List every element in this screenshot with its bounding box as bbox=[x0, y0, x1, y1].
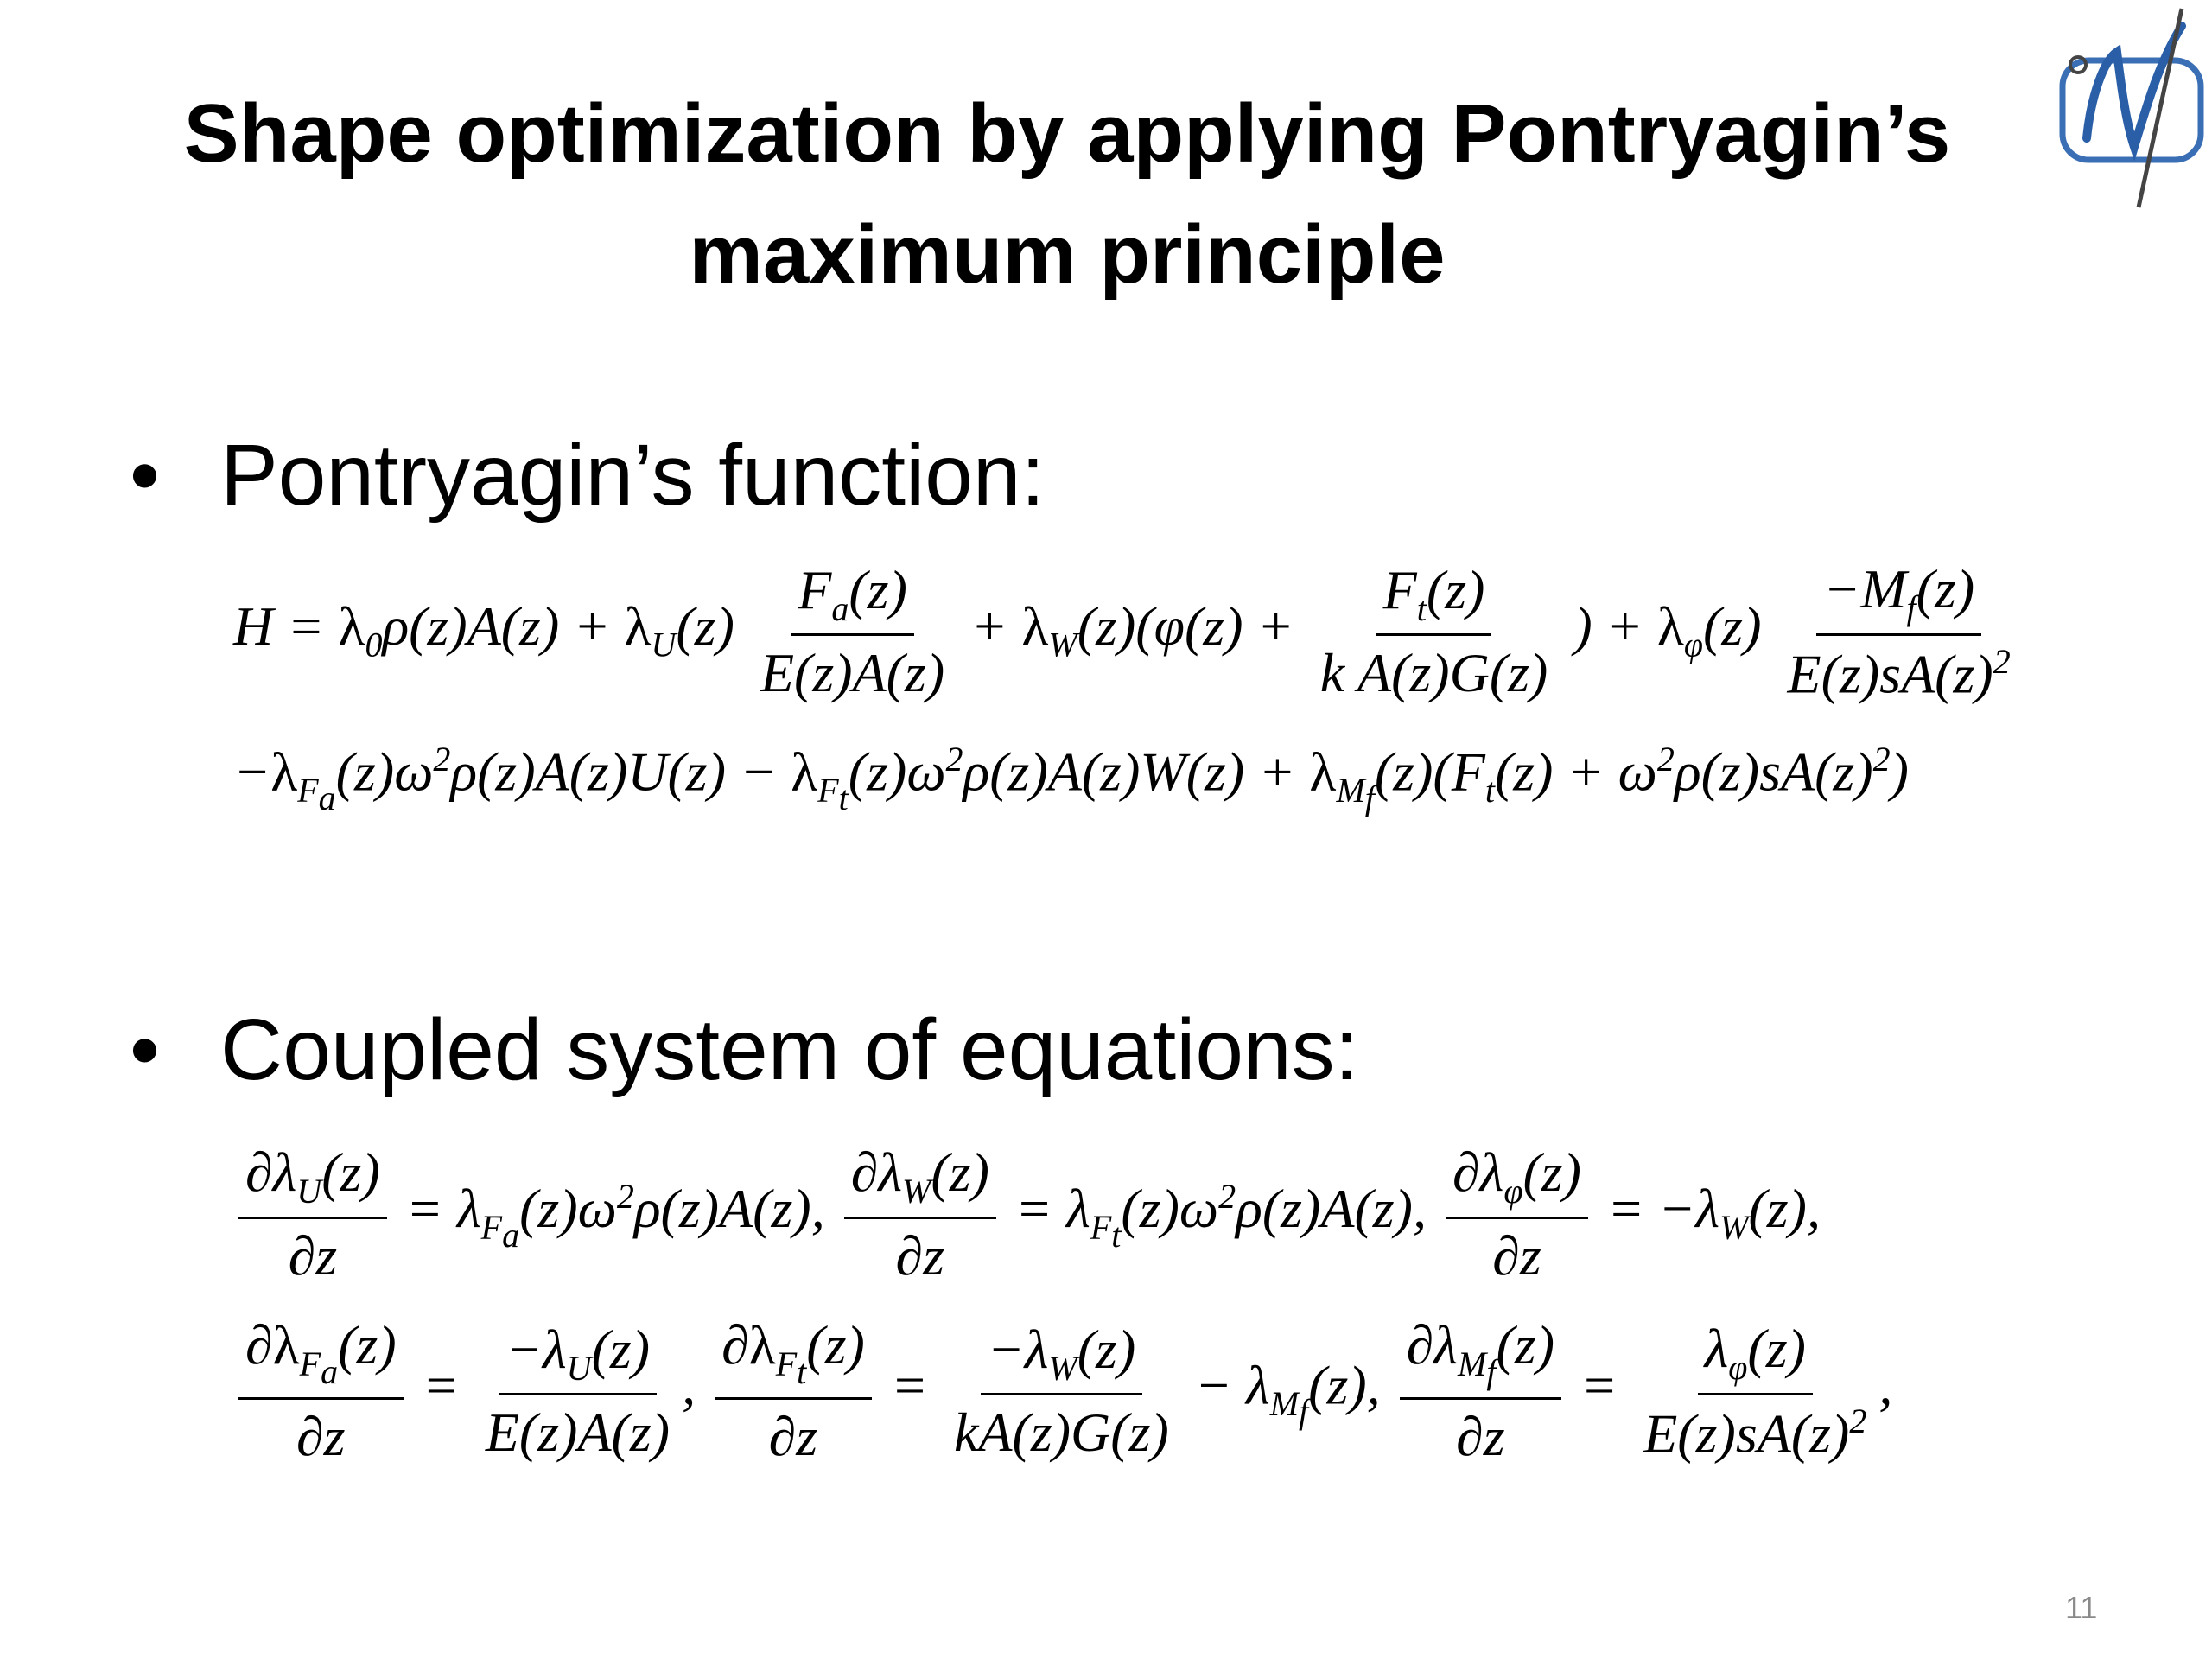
bullet-pontryagin-function bbox=[130, 423, 1045, 527]
bullet-text: Pontryagin’s function: bbox=[220, 427, 1046, 524]
coupled-equations-line-2: $\frac{\partial\lambda_{F_a}(z)}{\partial z}$ = $\frac{-\lambda_U(z)}{E(z)A(z)}$ , $\frac{\partial\lambda_{F_t}(z)}{\partial z}$ = $\frac{-\lambda_W(z)}{kA(z)G(z)}$ − $\lambda_{M_f}(z)$, $\frac{\partial\lambda_{M_f}(z)}{\partial z}$ = $\frac{\lambda_\varphi(z)}{E(z)sA(z)^2}$ , bbox=[233, 1313, 1892, 1469]
title-line-2: maximum principle bbox=[689, 208, 1446, 301]
bullet-icon: • bbox=[130, 1001, 161, 1098]
bullet-icon: • bbox=[130, 427, 161, 524]
slide-title bbox=[104, 73, 2031, 315]
institution-logo-icon bbox=[2052, 0, 2212, 220]
bullet-text: Coupled system of equations: bbox=[220, 1001, 1359, 1098]
hamiltonian-equation-line-1: $H = \lambda_0\rho(z)A(z) + \lambda_U(z)$ $\frac{F_a(z)}{E(z)A(z)}$ + $\lambda_W(z)(\varphi(z)$ + $\frac{F_t(z)}{\text{k A(z)G(z)}}$ ) + $\lambda_\varphi(z)$ $\frac{-M_f(z)}{E(z)sA(z)^2}$ bbox=[233, 558, 2011, 705]
page-number: 11 bbox=[2065, 1590, 2098, 1625]
hamiltonian-equation-line-2: $-\lambda_{F_a}(z)\omega^2\rho(z)A(z)U(z) - \lambda_{F_t}(z)\omega^2\rho(z)A(z)W(z) + \lambda_{M_f}(z)(F_t(z) + \omega^2\rho(z)sA(z)^2)$ bbox=[233, 740, 1909, 818]
title-line-1: Shape optimization by applying Pontryagin’s bbox=[183, 87, 1951, 180]
coupled-equations-line-1: $\frac{\partial\lambda_U(z)}{\partial z}$ = $\lambda_{F_a}(z)\omega^2\rho(z)A(z)$, $\frac{\partial\lambda_W(z)}{\partial z}$ = $\lambda_{F_t}(z)\omega^2\rho(z)A(z)$, $\frac{\partial\lambda_\varphi(z)}{\partial z}$ = $-\lambda_W(z)$, bbox=[233, 1141, 1821, 1288]
bullet-coupled-system bbox=[130, 998, 1358, 1102]
